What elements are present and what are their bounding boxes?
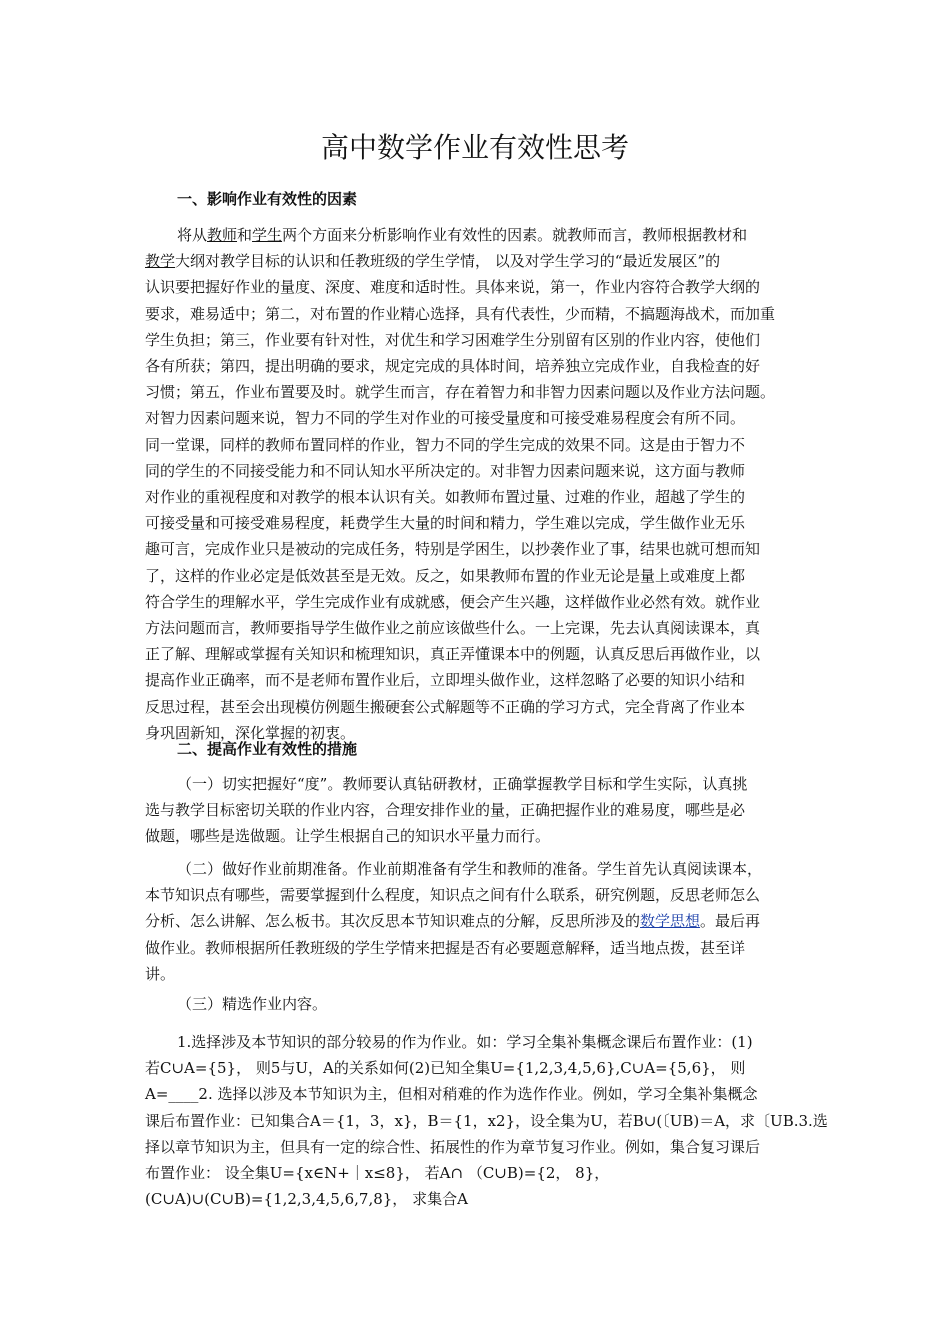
paragraph-line xyxy=(145,222,807,248)
paragraph-line: （一）切实把握好“度”。教师要认真钻研教材，正确掌握教学目标和学生实际，认真挑 xyxy=(177,775,748,793)
paragraph-line: 同的学生的不同接受能力和不同认知水平所决定的。对非智力因素问题来说，这方面与教师 xyxy=(145,461,746,480)
math-thinking-link[interactable]: 数学思想 xyxy=(640,912,701,931)
paragraph-line: 提高作业正确率，而不是老师布置作业后，立即埋头做作业，这样忽略了必要的知识小结和 xyxy=(145,671,746,690)
paragraph-measure-3-detail xyxy=(145,1029,828,1212)
paragraph-line: 正了解、理解或掌握有关知识和梳理知识，真正弄懂课本中的例题，认真反思后再做作业，以 xyxy=(145,645,761,664)
paragraph-factors xyxy=(145,222,807,746)
document-title: 高中数学作业有效性思考 xyxy=(320,131,629,164)
teaching-link[interactable]: 教学 xyxy=(145,252,176,271)
paragraph-line: 讲。 xyxy=(145,964,176,983)
paragraph-line: 了，这样的作业必定是低效甚至是无效。反之，如果教师布置的作业无论是量上或难度上都 xyxy=(145,566,746,585)
paragraph-measure-2 xyxy=(145,856,807,987)
text-run: 将从 xyxy=(177,226,208,244)
paragraph-line: A=____2. 选择以涉及本节知识为主，但相对稍难的作为选作作业。例如，学习全集补集概念 xyxy=(145,1085,758,1104)
paragraph-line: 要求，难易适中；第二，对布置的作业精心选择，具有代表性，少而精，不搞题海战术，而加重 xyxy=(145,304,776,323)
section-heading-factors: 一、影响作业有效性的因素 xyxy=(177,190,358,208)
text-run: 分析、怎么讲解、怎么板书。其次反思本节知识难点的分解，反思所涉及的 xyxy=(145,912,641,931)
paragraph-line: 习惯；第五，作业布置要及时。就学生而言，存在着智力和非智力因素问题以及作业方法问题。 xyxy=(145,383,776,402)
paragraph-line: 可接受量和可接受难易程度，耗费学生大量的时间和精力，学生难以完成，学生做作业无乐 xyxy=(145,514,746,533)
paragraph-measure-1 xyxy=(145,771,807,850)
paragraph-line: 布置作业： 设全集U={x∈N+｜x≤8}， 若A∩ （C∪B)={2， 8}， xyxy=(145,1164,610,1183)
paragraph-line: （二）做好作业前期准备。作业前期准备有学生和教师的准备。学生首先认真阅读课本， xyxy=(177,860,763,878)
paragraph-line: 做题，哪些是选做题。让学生根据自己的知识水平量力而行。 xyxy=(145,827,551,846)
paragraph-line: 对作业的重视程度和对教学的根本认识有关。如教师布置过量、过难的作业，超越了学生的 xyxy=(145,488,746,507)
paragraph-measure-3 xyxy=(145,991,807,1017)
teacher-link[interactable]: 教师 xyxy=(207,226,238,244)
text-run: 大纲对教学目标的认识和任教班级的学生学情， 以及对学生学习的“最近发展区”的 xyxy=(175,252,721,271)
section-heading-measures: 二、提高作业有效性的措施 xyxy=(177,740,358,758)
paragraph-line: 若C∪A={5}， 则5与U，A的关系如何(2)已知全集U={1,2,3,4,5,6},C∪A={5,6}， 则 xyxy=(145,1059,746,1078)
paragraph-line: 趣可言，完成作业只是被动的完成任务，特别是学困生，以抄袭作业了事，结果也就可想而知 xyxy=(145,540,761,559)
paragraph-line: （三）精选作业内容。 xyxy=(177,995,328,1013)
paragraph-line: 各有所获；第四，提出明确的要求，规定完成的具体时间，培养独立完成作业，自我检查的好 xyxy=(145,357,761,376)
paragraph-line: 符合学生的理解水平，学生完成作业有成就感，便会产生兴趣，这样做作业必然有效。就作业 xyxy=(145,592,761,611)
text-run: 。最后再 xyxy=(700,912,761,931)
paragraph-line: 同一堂课，同样的教师布置同样的作业，智力不同的学生完成的效果不同。这是由于智力不 xyxy=(145,435,746,454)
paragraph-line: 学生负担；第三，作业要有针对性，对优生和学习困难学生分别留有区别的作业内容，使他们 xyxy=(145,330,761,349)
text-run: 和 xyxy=(237,226,253,244)
paragraph-line: 对智力因素问题来说，智力不同的学生对作业的可接受量度和可接受难易程度会有所不同。 xyxy=(145,409,746,428)
paragraph-line xyxy=(145,908,807,934)
paragraph-line: 课后布置作业：已知集合A＝{1，3，x}，B＝{1，x2}，设全集为U，若B∪(〔UB)＝A，求〔UB.3.选 xyxy=(145,1111,828,1130)
paragraph-line xyxy=(145,248,807,274)
student-link[interactable]: 学生 xyxy=(252,226,283,244)
paragraph-line: 做作业。教师根据所任教班级的学生学情来把握是否有必要题意解释，适当地点拨，甚至详 xyxy=(145,938,746,957)
paragraph-line: 择以章节知识为主，但具有一定的综合性、拓展性的作为章节复习作业。例如，集合复习课后 xyxy=(145,1137,761,1156)
paragraph-line: 1.选择涉及本节知识的部分较易的作为作业。如：学习全集补集概念课后布置作业：(1) xyxy=(177,1033,753,1051)
paragraph-line: 本节知识点有哪些，需要掌握到什么程度，知识点之间有什么联系，研究例题，反思老师怎么 xyxy=(145,886,761,905)
paragraph-line: 认识要把握好作业的量度、深度、难度和适时性。具体来说，第一，作业内容符合教学大纲的 xyxy=(145,278,761,297)
text-run: 两个方面来分析影响作业有效性的因素。就教师而言，教师根据教材和 xyxy=(282,226,748,244)
paragraph-line: 选与教学目标密切关联的作业内容，合理安排作业的量，正确把握作业的难易度，哪些是必 xyxy=(145,801,746,820)
paragraph-line: (C∪A)∪(C∪B)={1,2,3,4,5,6,7,8}， 求集合A xyxy=(145,1190,468,1209)
paragraph-line: 方法问题而言，教师要指导学生做作业之前应该做些什么。一上完课，先去认真阅读课本，真 xyxy=(145,619,761,638)
paragraph-line: 反思过程，甚至会出现模仿例题生搬硬套公式解题等不正确的学习方式，完全背离了作业本 xyxy=(145,697,746,716)
paragraph-line: 身巩固新知，深化掌握的初衷。 xyxy=(145,723,356,742)
